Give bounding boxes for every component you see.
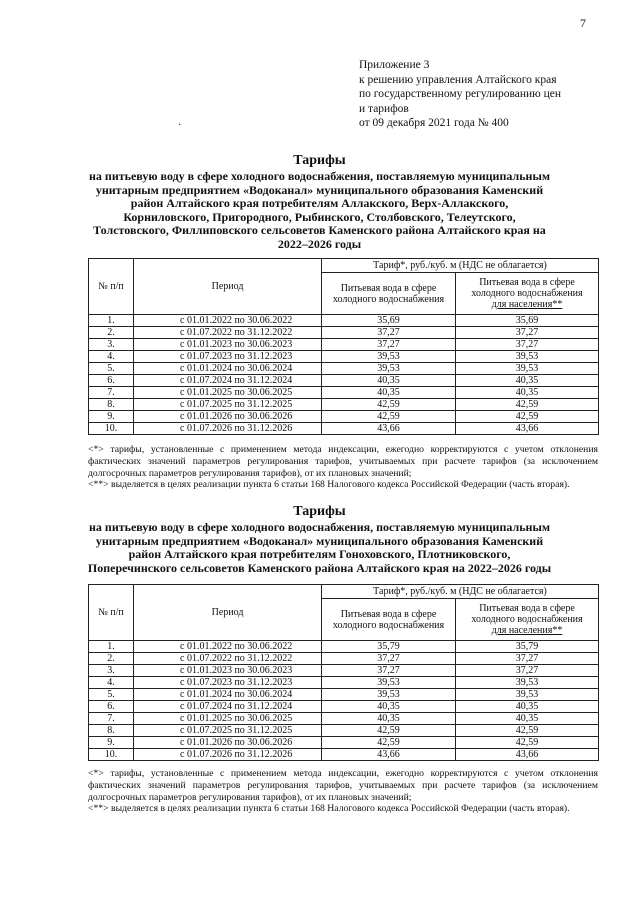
appendix-line: к решению управления Алтайского края	[359, 73, 557, 86]
row-tariff-water: 37,27	[322, 653, 456, 665]
row-tariff-population: 37,27	[456, 653, 599, 665]
row-tariff-population: 39,53	[456, 677, 599, 689]
row-tariff-population: 39,53	[456, 689, 599, 701]
row-period: с 01.07.2024 по 31.12.2024	[134, 701, 322, 713]
row-tariff-population: 37,27	[456, 665, 599, 677]
row-period: с 01.01.2022 по 30.06.2022	[134, 641, 322, 653]
row-tariff-population: 42,59	[456, 411, 599, 423]
row-tariff-water: 39,53	[322, 363, 456, 375]
row-period: с 01.01.2024 по 30.06.2024	[134, 689, 322, 701]
subtitle-line: унитарным предприятием «Водоканал» муниципального образования Каменский	[95, 182, 544, 197]
section1-subtitle	[0, 170, 639, 252]
row-number: 7.	[89, 387, 134, 399]
row-tariff-population: 42,59	[456, 737, 599, 749]
row-period: с 01.07.2025 по 31.12.2025	[134, 399, 322, 411]
table-row	[89, 701, 599, 713]
tariff-table-2	[88, 584, 599, 761]
row-tariff-population: 37,27	[456, 327, 599, 339]
subtitle-line: Корниловского, Пригородного, Рыбинского, Столбовского, Телеутского,	[123, 209, 516, 224]
row-tariff-water: 37,27	[322, 665, 456, 677]
footnote: <**> выделяется в целях реализации пункта 6 статьи 168 Налогового кодекса Российской Федерации (часть вторая).	[88, 803, 570, 815]
row-period: с 01.07.2023 по 31.12.2023	[134, 351, 322, 363]
table-row	[89, 641, 599, 653]
row-period: с 01.01.2026 по 30.06.2026	[134, 411, 322, 423]
row-tariff-water: 42,59	[322, 737, 456, 749]
table-row	[89, 665, 599, 677]
row-tariff-water: 39,53	[322, 689, 456, 701]
tariff-table-body	[89, 641, 599, 761]
table-row	[89, 749, 599, 761]
row-period: с 01.01.2023 по 30.06.2023	[134, 339, 322, 351]
row-number: 2.	[89, 653, 134, 665]
row-tariff-population: 39,53	[456, 363, 599, 375]
col-header-text: для населения**	[491, 625, 563, 636]
subtitle-line: Толстовского, Филлиповского сельсоветов Каменского района Алтайского края на	[93, 223, 546, 238]
row-tariff-water: 35,69	[322, 315, 456, 327]
row-tariff-population: 39,53	[456, 351, 599, 363]
section1-notes	[88, 444, 598, 491]
row-tariff-water: 37,27	[322, 339, 456, 351]
col-header-water-population	[456, 599, 599, 641]
subtitle-line: на питьевую воду в сфере холодного водоснабжения, поставляемую муниципальным	[89, 520, 550, 534]
table-row	[89, 713, 599, 725]
row-period: с 01.01.2025 по 30.06.2025	[134, 713, 322, 725]
table-row	[89, 725, 599, 737]
row-number: 3.	[89, 665, 134, 677]
table-row	[89, 677, 599, 689]
col-header-water: Питьевая вода в сфере холодного водоснабжения	[322, 599, 456, 641]
row-period: с 01.07.2026 по 31.12.2026	[134, 749, 322, 761]
row-number: 5.	[89, 363, 134, 375]
table-row	[89, 327, 599, 339]
col-header-text: Питьевая вода в сфере холодного водоснабжения	[471, 277, 583, 299]
row-tariff-water: 42,59	[322, 411, 456, 423]
page-number: 7	[580, 16, 586, 30]
table-row	[89, 315, 599, 327]
stray-mark: ·	[178, 120, 182, 131]
row-number: 1.	[89, 641, 134, 653]
row-period: с 01.07.2022 по 31.12.2022	[134, 653, 322, 665]
col-header-text: для населения**	[491, 299, 563, 310]
row-period: с 01.07.2025 по 31.12.2025	[134, 725, 322, 737]
subtitle-line: унитарным предприятием «Водоканал» муниципального образования Каменский	[95, 533, 544, 548]
row-tariff-water: 43,66	[322, 423, 456, 435]
row-tariff-population: 35,69	[456, 315, 599, 327]
row-number: 1.	[89, 315, 134, 327]
table-row	[89, 375, 599, 387]
col-header-num: № п/п	[89, 259, 134, 315]
row-period: с 01.01.2023 по 30.06.2023	[134, 665, 322, 677]
table-row	[89, 653, 599, 665]
subtitle-line: на питьевую воду в сфере холодного водоснабжения, поставляемую муниципальным	[89, 169, 550, 183]
row-tariff-water: 40,35	[322, 375, 456, 387]
row-period: с 01.01.2025 по 30.06.2025	[134, 387, 322, 399]
col-header-tariff: Тариф*, руб./куб. м (НДС не облагается)	[322, 585, 599, 599]
row-number: 10.	[89, 749, 134, 761]
row-period: с 01.07.2026 по 31.12.2026	[134, 423, 322, 435]
footnote: <*> тарифы, установленные с применением метода индексации, ежегодно корректируются с учетом отклонения фактических значений параметров регулирования тарифов, учитываемых при расчете тарифов (за исключением долгосрочных параметров регулирования тарифов), от их плановых значений;	[88, 768, 598, 803]
appendix-line: от 09 декабря 2021 года № 400	[359, 117, 509, 129]
table-row	[89, 411, 599, 423]
table-row	[89, 423, 599, 435]
appendix-line: и тарифов	[359, 102, 409, 115]
table-row	[89, 363, 599, 375]
section2-heading	[0, 503, 639, 575]
row-tariff-population: 40,35	[456, 375, 599, 387]
col-header-water-population	[456, 273, 599, 315]
row-tariff-water: 35,79	[322, 641, 456, 653]
section1-title: Тарифы	[293, 153, 346, 168]
tariff-table-1	[88, 258, 599, 435]
table-row	[89, 351, 599, 363]
subtitle-line: район Алтайского края потребителям Аллакского, Верх-Аллакского,	[130, 196, 509, 211]
row-tariff-population: 42,59	[456, 725, 599, 737]
subtitle-line: 2022–2026 годы	[277, 236, 362, 251]
row-tariff-population: 40,35	[456, 387, 599, 399]
row-number: 4.	[89, 677, 134, 689]
row-tariff-population: 35,79	[456, 641, 599, 653]
row-tariff-population: 43,66	[456, 423, 599, 435]
section2-subtitle	[0, 521, 639, 575]
row-tariff-water: 39,53	[322, 351, 456, 363]
row-period: с 01.07.2023 по 31.12.2023	[134, 677, 322, 689]
row-tariff-water: 43,66	[322, 749, 456, 761]
footnote: <*> тарифы, установленные с применением метода индексации, ежегодно корректируются с учетом отклонения фактических значений параметров регулирования тарифов, учитываемых при расчете тарифов (за исключением долгосрочных параметров регулирования тарифов), от их плановых значений;	[88, 444, 598, 479]
section2-notes	[88, 768, 598, 815]
row-number: 6.	[89, 701, 134, 713]
row-number: 8.	[89, 399, 134, 411]
subtitle-line: Поперечинского сельсоветов Каменского района Алтайского края на 2022–2026 годы	[87, 560, 552, 575]
row-number: 4.	[89, 351, 134, 363]
footnote: <**> выделяется в целях реализации пункта 6 статьи 168 Налогового кодекса Российской Федерации (часть вторая).	[88, 479, 570, 491]
col-header-num: № п/п	[89, 585, 134, 641]
row-tariff-population: 37,27	[456, 339, 599, 351]
row-tariff-water: 37,27	[322, 327, 456, 339]
row-tariff-water: 40,35	[322, 387, 456, 399]
col-header-water: Питьевая вода в сфере холодного водоснабжения	[322, 273, 456, 315]
row-number: 9.	[89, 411, 134, 423]
row-period: с 01.07.2024 по 31.12.2024	[134, 375, 322, 387]
row-tariff-population: 40,35	[456, 701, 599, 713]
row-number: 2.	[89, 327, 134, 339]
row-number: 8.	[89, 725, 134, 737]
row-number: 9.	[89, 737, 134, 749]
row-tariff-water: 40,35	[322, 713, 456, 725]
row-number: 5.	[89, 689, 134, 701]
table-row	[89, 387, 599, 399]
section1-heading	[0, 152, 639, 252]
section2-title: Тарифы	[293, 504, 346, 519]
row-tariff-water: 42,59	[322, 725, 456, 737]
table-row	[89, 689, 599, 701]
row-period: с 01.07.2022 по 31.12.2022	[134, 327, 322, 339]
row-tariff-water: 42,59	[322, 399, 456, 411]
row-number: 10.	[89, 423, 134, 435]
col-header-text: Питьевая вода в сфере холодного водоснабжения	[471, 603, 583, 625]
col-header-period: Период	[134, 259, 322, 315]
row-period: с 01.01.2026 по 30.06.2026	[134, 737, 322, 749]
table-row	[89, 399, 599, 411]
row-tariff-population: 43,66	[456, 749, 599, 761]
table-row	[89, 737, 599, 749]
row-number: 6.	[89, 375, 134, 387]
row-tariff-water: 40,35	[322, 701, 456, 713]
row-tariff-population: 42,59	[456, 399, 599, 411]
col-header-period: Период	[134, 585, 322, 641]
tariff-table-body	[89, 315, 599, 435]
row-period: с 01.01.2022 по 30.06.2022	[134, 315, 322, 327]
table-row	[89, 339, 599, 351]
row-period: с 01.01.2024 по 30.06.2024	[134, 363, 322, 375]
row-number: 3.	[89, 339, 134, 351]
appendix-header	[359, 58, 561, 131]
row-tariff-population: 40,35	[456, 713, 599, 725]
appendix-line: Приложение 3	[359, 59, 430, 71]
subtitle-line: район Алтайского края потребителям Гоноховского, Плотниковского,	[128, 547, 511, 562]
appendix-line: по государственному регулированию цен	[359, 88, 562, 100]
col-header-tariff: Тариф*, руб./куб. м (НДС не облагается)	[322, 259, 599, 273]
row-number: 7.	[89, 713, 134, 725]
row-tariff-water: 39,53	[322, 677, 456, 689]
